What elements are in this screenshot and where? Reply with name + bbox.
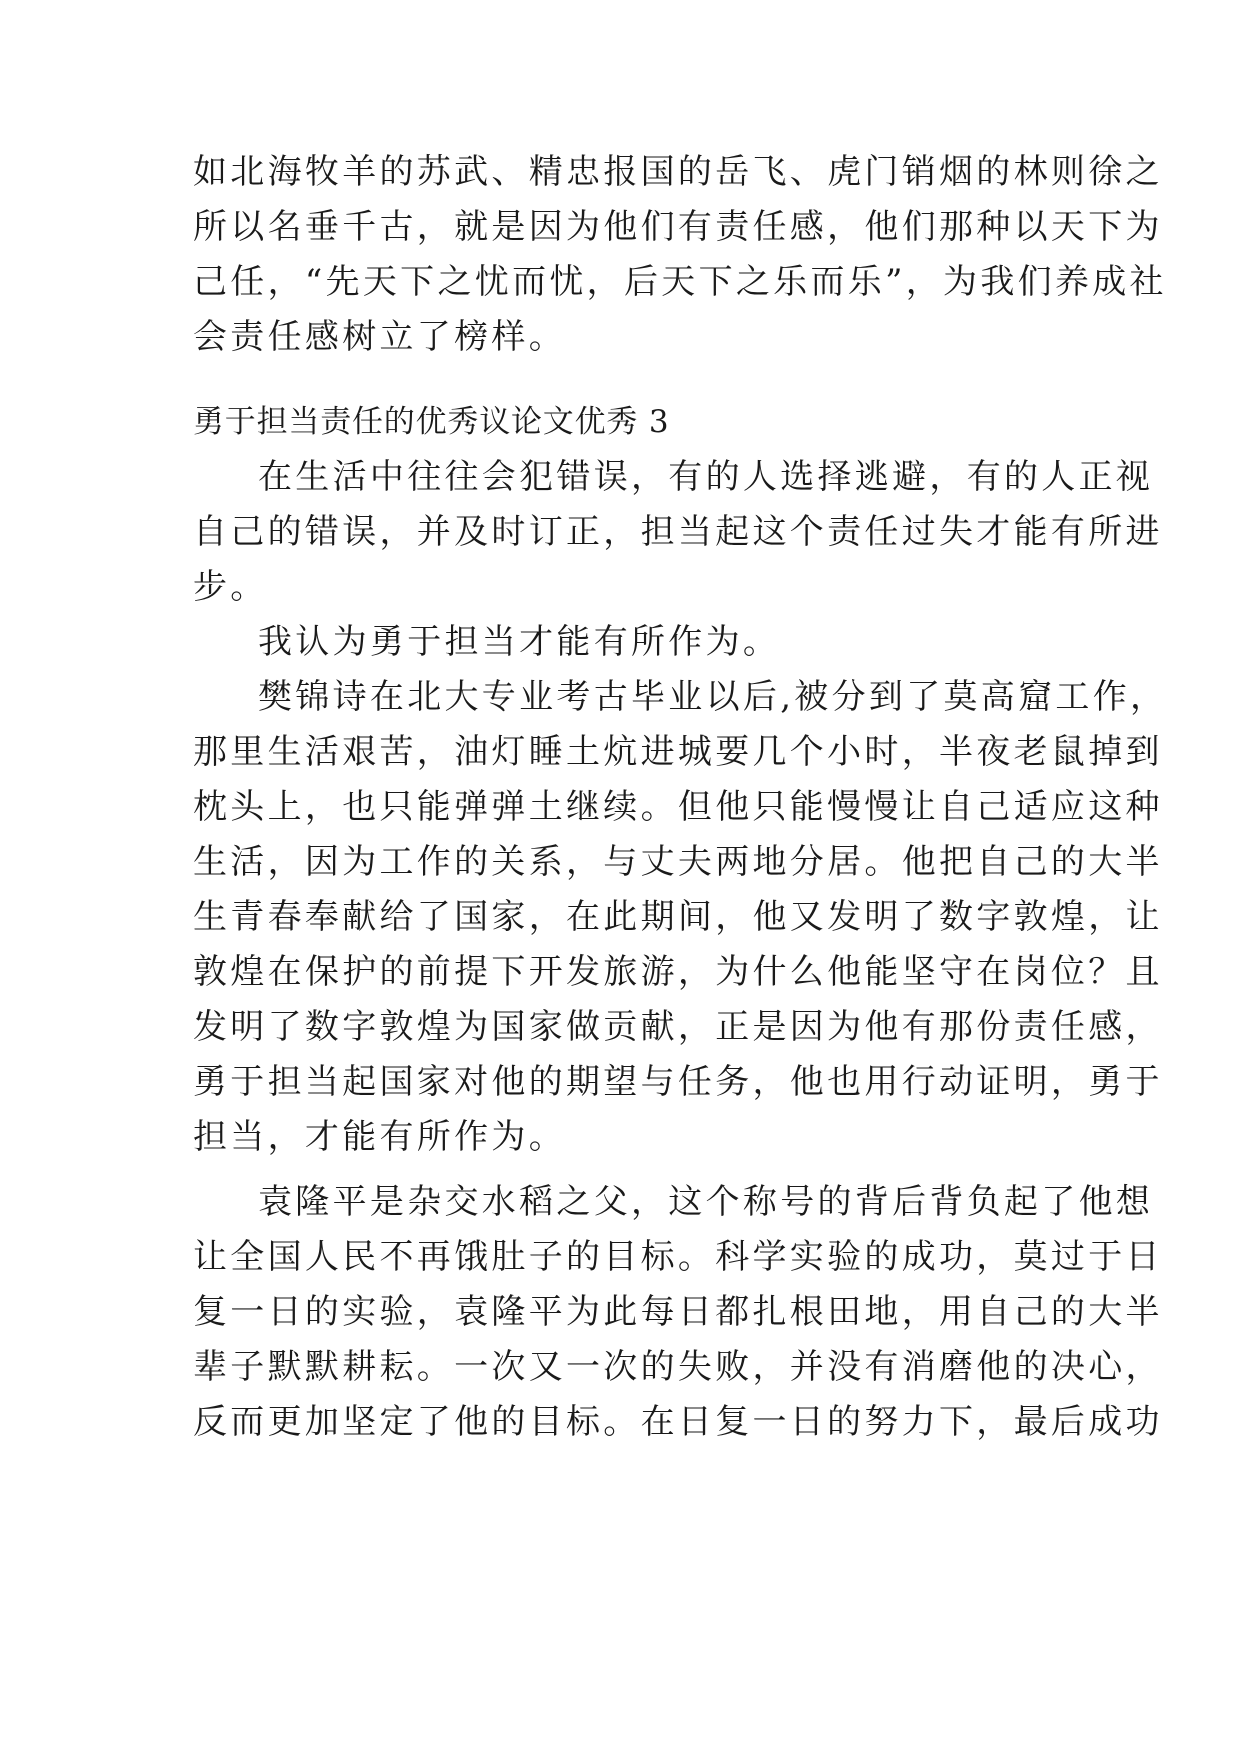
paragraph-1-line-4: 会责任感树立了榜样。 <box>193 317 566 357</box>
section-heading: 勇于担当责任的优秀议论文优秀 3 <box>193 404 670 440</box>
paragraph-4-line-1: 樊锦诗在北大专业考古毕业以后,被分到了莫高窟工作， <box>258 677 1168 717</box>
paragraph-2-line-1: 在生活中往往会犯错误，有的人选择逃避，有的人正视 <box>258 457 1154 497</box>
paragraph-5-line-5: 反而更加坚定了他的目标。在日复一日的努力下，最后成功 <box>193 1402 1163 1442</box>
paragraph-5-line-4: 辈子默默耕耘。一次又一次的失败，并没有消磨他的决心， <box>193 1347 1163 1387</box>
paragraph-4-line-7: 发明了数字敦煌为国家做贡献，正是因为他有那份责任感， <box>193 1007 1163 1047</box>
paragraph-4-line-8: 勇于担当起国家对他的期望与任务，他也用行动证明，勇于 <box>193 1062 1163 1102</box>
paragraph-4-line-4: 生活，因为工作的关系，与丈夫两地分居。他把自己的大半 <box>193 842 1163 882</box>
paragraph-1-line-2: 所以名垂千古，就是因为他们有责任感，他们那种以天下为 <box>193 207 1163 247</box>
paragraph-2-line-2: 自己的错误，并及时订正，担当起这个责任过失才能有所进 <box>193 512 1163 552</box>
paragraph-4-line-2: 那里生活艰苦，油灯睡土炕进城要几个小时，半夜老鼠掉到 <box>193 732 1163 772</box>
paragraph-4-line-5: 生青春奉献给了国家，在此期间，他又发明了数字敦煌，让 <box>193 897 1163 937</box>
paragraph-2-line-3: 步。 <box>193 567 268 607</box>
paragraph-4-line-9: 担当，才能有所作为。 <box>193 1117 566 1157</box>
paragraph-5-line-3: 复一日的实验，袁隆平为此每日都扎根田地，用自己的大半 <box>193 1292 1163 1332</box>
paragraph-4-line-6: 敦煌在保护的前提下开发旅游，为什么他能坚守在岗位？且 <box>193 952 1163 992</box>
paragraph-1-line-3: 己任，“先天下之忧而忧，后天下之乐而乐”，为我们养成社 <box>193 262 1167 302</box>
paragraph-5-line-1: 袁隆平是杂交水稻之父，这个称号的背后背负起了他想 <box>258 1182 1154 1222</box>
paragraph-3-line-1: 我认为勇于担当才能有所作为。 <box>258 622 781 662</box>
paragraph-4-line-3: 枕头上，也只能弹弹土继续。但他只能慢慢让自己适应这种 <box>193 787 1163 827</box>
paragraph-1-line-1: 如北海牧羊的苏武、精忠报国的岳飞、虎门销烟的林则徐之 <box>193 152 1163 192</box>
paragraph-5-line-2: 让全国人民不再饿肚子的目标。科学实验的成功，莫过于日 <box>193 1237 1163 1277</box>
